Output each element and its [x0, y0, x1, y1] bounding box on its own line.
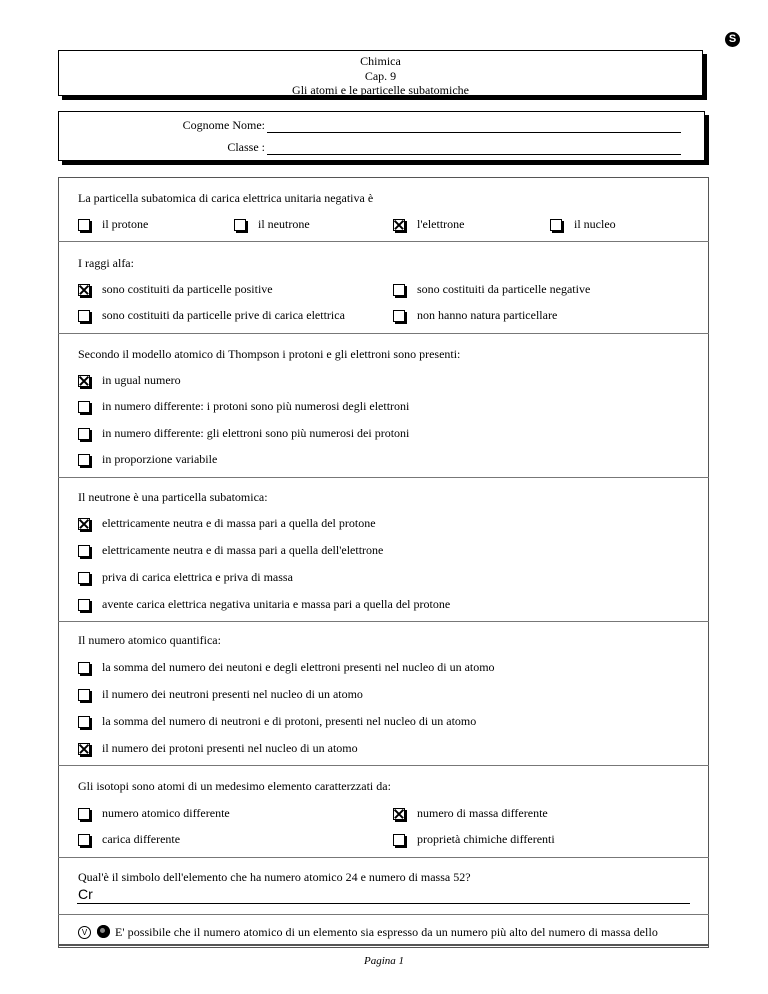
chapter-label: Cap. 9	[364, 68, 397, 83]
true-marker-icon[interactable]: V	[78, 926, 91, 939]
header-box	[58, 50, 703, 96]
checkbox[interactable]	[78, 401, 90, 413]
checkbox[interactable]	[78, 662, 90, 674]
checkbox[interactable]	[78, 428, 90, 440]
q6-option-1[interactable]	[78, 806, 230, 821]
checkbox-checked[interactable]	[393, 219, 405, 231]
q4-option-4[interactable]	[78, 597, 450, 612]
checkbox[interactable]	[78, 454, 90, 466]
bottom-rule	[58, 944, 709, 948]
checkbox-checked[interactable]	[78, 284, 90, 296]
option-label: proprietà chimiche differenti	[417, 832, 555, 846]
checkbox[interactable]	[393, 310, 405, 322]
checkbox[interactable]	[78, 310, 90, 322]
corner-badge: S	[725, 32, 740, 47]
divider	[58, 621, 709, 622]
option-label: in numero differente: i protoni sono più numerosi degli elettroni	[102, 399, 410, 413]
divider	[58, 333, 709, 334]
option-label: l'elettrone	[417, 217, 465, 231]
option-label: in proporzione variabile	[102, 452, 218, 466]
q4-option-2[interactable]	[78, 543, 383, 558]
option-label: non hanno natura particellare	[417, 308, 558, 322]
checkbox-checked[interactable]	[78, 743, 90, 755]
option-label: numero atomico differente	[102, 806, 230, 820]
checkbox[interactable]	[234, 219, 246, 231]
option-label: elettricamente neutra e di massa pari a quella dell'elettrone	[102, 543, 384, 557]
name-label: Cognome Nome:	[182, 118, 265, 132]
checkbox[interactable]	[393, 284, 405, 296]
question-1-text: La particella subatomica di carica elettrica unitaria negativa è	[78, 191, 374, 205]
checkbox[interactable]	[393, 834, 405, 846]
class-row	[159, 140, 681, 155]
option-label: la somma del numero di neutroni e di protoni, presenti nel nucleo di un atomo	[102, 714, 477, 728]
q2-option-2[interactable]	[393, 282, 590, 297]
checkbox[interactable]	[550, 219, 562, 231]
divider	[58, 241, 709, 242]
student-info-box	[58, 111, 705, 161]
question-3-text: Secondo il modello atomico di Thompson i protoni e gli elettroni sono presenti:	[78, 347, 461, 361]
option-label: sono costituiti da particelle positive	[102, 282, 273, 296]
checkbox[interactable]	[78, 834, 90, 846]
option-label: il nucleo	[574, 217, 616, 231]
q1-option-4[interactable]	[550, 217, 616, 232]
option-label: elettricamente neutra e di massa pari a quella del protone	[102, 516, 376, 530]
option-label: avente carica elettrica negativa unitaria e massa pari a quella del protone	[102, 597, 451, 611]
answer-text: Cr	[78, 886, 93, 902]
q4-option-1[interactable]	[78, 516, 376, 531]
q1-option-3[interactable]	[393, 217, 464, 232]
topic-title: Gli atomi e le particelle subatomiche	[292, 83, 469, 97]
divider	[58, 857, 709, 858]
option-label: in numero differente: gli elettroni sono più numerosi dei protoni	[102, 426, 410, 440]
page-number: Pagina 1	[363, 955, 405, 967]
q3-option-2[interactable]	[78, 399, 409, 414]
q3-option-4[interactable]	[78, 452, 217, 467]
question-4-text: Il neutrone è una particella subatomica:	[78, 490, 268, 504]
checkbox[interactable]	[78, 572, 90, 584]
q2-option-4[interactable]	[393, 308, 557, 323]
q2-option-3[interactable]	[78, 308, 345, 323]
q5-option-4[interactable]	[78, 741, 358, 756]
q3-option-1[interactable]	[78, 373, 181, 388]
question-2-text: I raggi alfa:	[78, 256, 134, 270]
class-label: Classe :	[227, 140, 265, 154]
answer-field[interactable]	[77, 887, 690, 904]
checkbox[interactable]	[78, 545, 90, 557]
option-label: la somma del numero dei neutoni e degli elettroni presenti nel nucleo di un atomo	[102, 660, 495, 674]
option-label: il neutrone	[258, 217, 310, 231]
q4-option-3[interactable]	[78, 570, 293, 585]
option-label: carica differente	[102, 832, 181, 846]
q6-option-2[interactable]	[393, 806, 548, 821]
q5-option-2[interactable]	[78, 687, 363, 702]
option-label: numero di massa differente	[417, 806, 548, 820]
q1-option-2[interactable]	[234, 217, 310, 232]
question-5-text: Il numero atomico quantifica:	[78, 633, 221, 647]
name-row	[159, 118, 681, 133]
q5-option-3[interactable]	[78, 714, 476, 729]
class-field[interactable]	[267, 140, 681, 155]
question-8-text: E' possibile che il numero atomico di un elemento sia espresso da un numero più alto del numero di massa dello	[115, 925, 658, 939]
checkbox[interactable]	[78, 689, 90, 701]
option-label: in ugual numero	[102, 373, 181, 387]
false-marker-filled-icon[interactable]	[97, 925, 110, 938]
divider	[58, 765, 709, 766]
option-label: sono costituiti da particelle negative	[417, 282, 591, 296]
option-label: il numero dei protoni presenti nel nucleo di un atomo	[102, 741, 358, 755]
divider	[58, 477, 709, 478]
checkbox[interactable]	[78, 808, 90, 820]
q5-option-1[interactable]	[78, 660, 495, 675]
checkbox[interactable]	[78, 599, 90, 611]
name-field[interactable]	[267, 118, 681, 133]
q2-option-1[interactable]	[78, 282, 273, 297]
question-6-text: Gli isotopi sono atomi di un medesimo elemento caratterzzati da:	[78, 779, 391, 793]
question-7-text: Qual'è il simbolo dell'elemento che ha numero atomico 24 e numero di massa 52?	[78, 870, 471, 884]
option-label: sono costituiti da particelle prive di carica elettrica	[102, 308, 345, 322]
checkbox-checked[interactable]	[78, 375, 90, 387]
divider	[58, 914, 709, 915]
checkbox-checked[interactable]	[78, 518, 90, 530]
checkbox[interactable]	[78, 219, 90, 231]
checkbox[interactable]	[78, 716, 90, 728]
option-label: il numero dei neutroni presenti nel nucleo di un atomo	[102, 687, 363, 701]
option-label: il protone	[102, 217, 149, 231]
subject-title: Chimica	[360, 54, 401, 68]
checkbox-checked[interactable]	[393, 808, 405, 820]
option-label: priva di carica elettrica e priva di massa	[102, 570, 293, 584]
q6-option-4[interactable]	[393, 832, 555, 847]
q1-option-1[interactable]	[78, 217, 148, 232]
q6-option-3[interactable]	[78, 832, 180, 847]
q3-option-3[interactable]	[78, 426, 409, 441]
